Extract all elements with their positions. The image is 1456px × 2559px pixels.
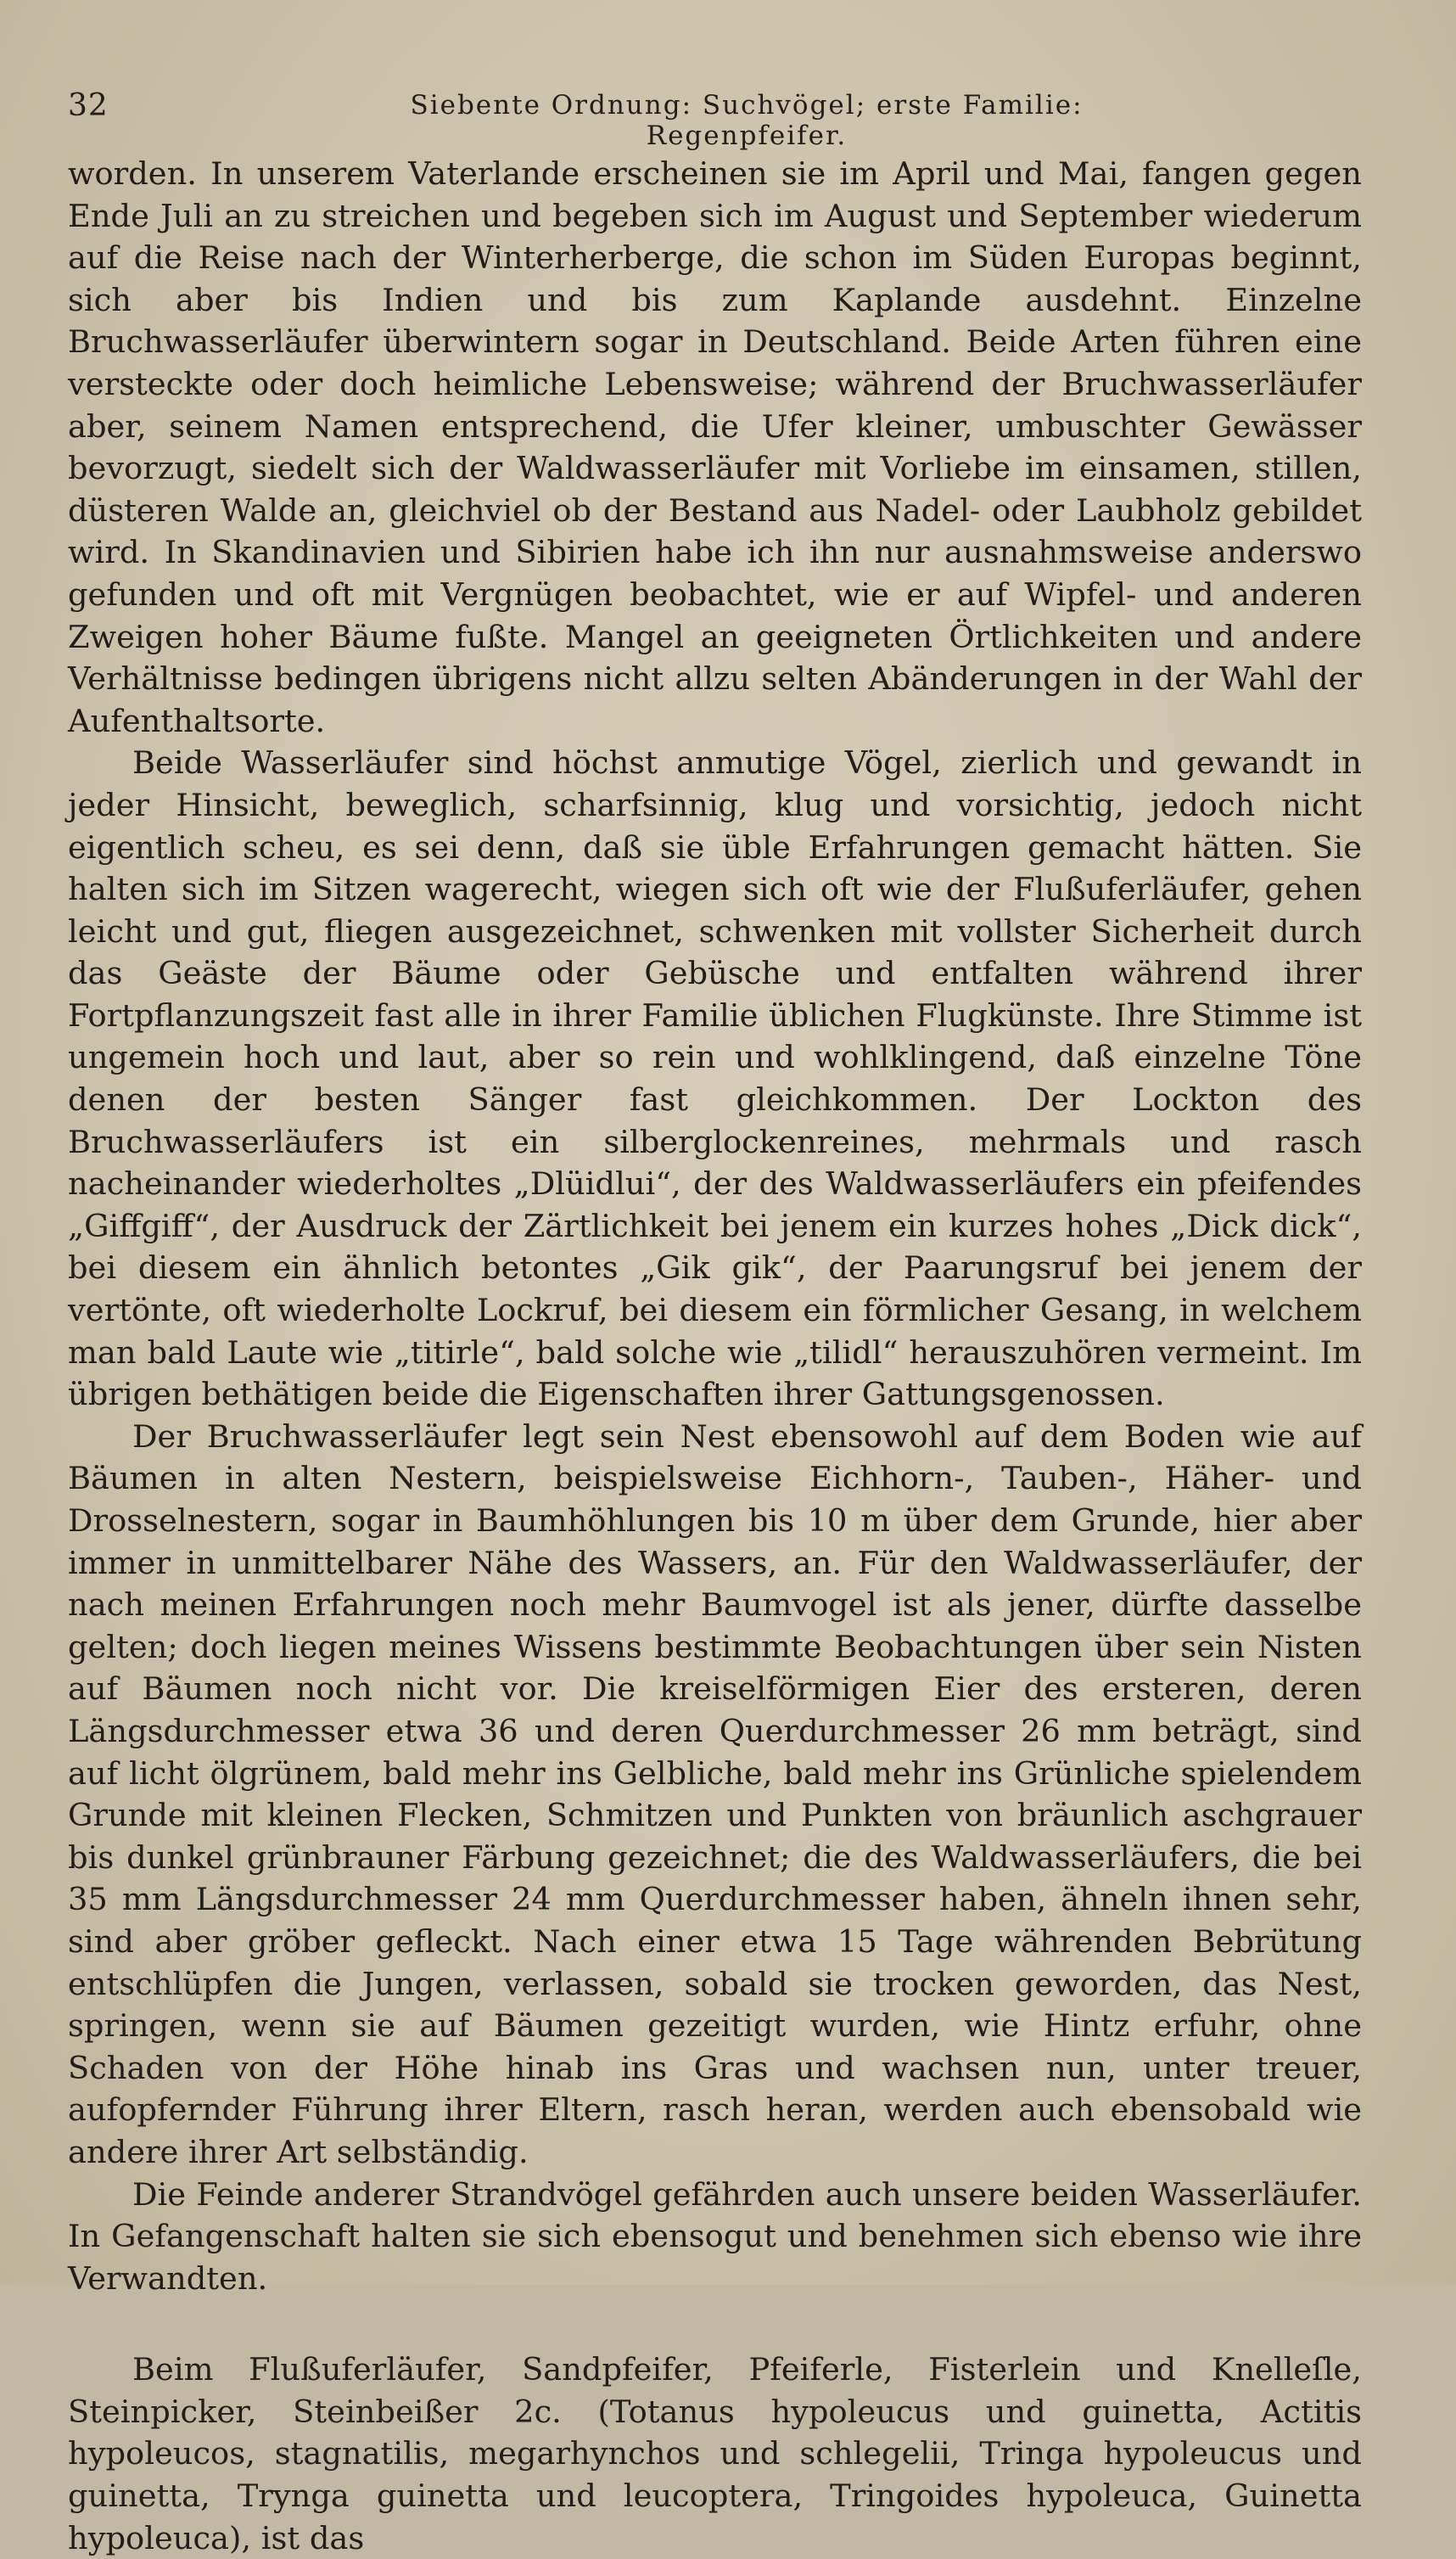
section-spacer (68, 2299, 1362, 2349)
page-number: 32 (68, 88, 109, 123)
running-head: Siebente Ordnung: Suchvögel; erste Familie: Regenpfeifer. (410, 90, 1084, 151)
paragraph-1: worden. In unserem Vaterlande erscheinen sie im April und Mai, fangen gegen Ende Juli an zu streichen und begeben sich im August und September wiederum auf die Reise nach der Winterherberge, die schon im Süden Europas beginnt, sich aber bis Indien und bis zum Kaplande ausdehnt. Einzelne Bruchwasserläufer überwintern sogar in Deutschland. Beide Arten führen eine versteckte oder doch heimliche Lebensweise; während der Bruchwasserläufer aber, seinem Namen entsprechend, die Ufer kleiner, umbuschter Gewässer bevorzugt, siedelt sich der Waldwasserläufer mit Vorliebe im einsamen, stillen, düsteren Walde an, gleichviel ob der Bestand aus Nadel- oder Laubholz gebildet wird. In Skandinavien und Sibirien habe ich ihn nur ausnahmsweise anderswo gefunden und oft mit Vergnügen beobachtet, wie er auf Wipfel- und anderen Zweigen hoher Bäume fußte. Mangel an geeigneten Örtlichkeiten und andere Verhältnisse bedingen übrigens nicht allzu selten Abänderungen in der Wahl der Aufenthaltsorte. (68, 155, 1362, 739)
paragraph-5: Beim Flußuferläufer, Sandpfeifer, Pfeiferle, Fisterlein und Knelleſle, Steinpicker, Steinbeißer 2c. (Totanus hypoleucus und guinetta, Actitis hypoleucos, stagnatilis, megarhynchos und schlegelii, Tringa hypoleucus und guinetta, Trynga guinetta und leucoptera, Tringoides hypoleuca, Guinetta hypoleuca), ist das (68, 2351, 1362, 2556)
paragraph-2: Beide Wasserläufer sind höchst anmutige Vögel, zierlich und gewandt in jeder Hinsicht, beweglich, scharfsinnig, klug und vorsichtig, jedoch nicht eigentlich scheu, es sei denn, daß sie üble Erfahrungen gemacht hätten. Sie halten sich im Sitzen wagerecht, wiegen sich oft wie der Flußuferläufer, gehen leicht und gut, fliegen ausgezeichnet, schwenken mit vollster Sicherheit durch das Geäste der Bäume oder Gebüsche und entfalten während ihrer Fortpflanzungszeit fast alle in ihrer Familie üblichen Flugkünste. Ihre Stimme ist ungemein hoch und laut, aber so rein und wohlklingend, daß einzelne Töne denen der besten Sänger fast gleichkommen. Der Lockton des Bruchwasserläufers ist ein silberglockenreines, mehrmals und rasch nacheinander wiederholtes „Dlüidlui“, der des Waldwasserläufers ein pfeifendes „Giffgiff“, der Ausdruck der Zärtlichkeit bei jenem ein kurzes hohes „Dick dick“, bei diesem ein ähnlich betontes „Gik gik“, der Paarungsruf bei jenem der vertönte, oft wiederholte Lockruf, bei diesem ein förmlicher Gesang, in welchem man bald Laute wie „titirle“, bald solche wie „tilidl“ herauszuhören vermeint. Im übrigen bethätigen beide die Eigenschaften ihrer Gattungsgenossen. (68, 744, 1362, 1413)
paragraph-3: Der Bruchwasserläufer legt sein Nest ebensowohl auf dem Boden wie auf Bäumen in alten Nestern, beispielsweise Eichhorn-, Tauben-, Häher- und Drosselnestern, sogar in Baumhöhlungen bis 10 m über dem Grunde, hier aber immer in unmittelbarer Nähe des Wassers, an. Für den Waldwasserläufer, der nach meinen Erfahrungen noch mehr Baumvogel ist als jener, dürfte dasselbe gelten; doch liegen meines Wissens bestimmte Beobachtungen über sein Nisten auf Bäumen noch nicht vor. Die kreiselförmigen Eier des ersteren, deren Längsdurchmesser etwa 36 und deren Querdurchmesser 26 mm beträgt, sind auf licht ölgrünem, bald mehr ins Gelbliche, bald mehr ins Grünliche spielendem Grunde mit kleinen Flecken, Schmitzen und Punkten von bräunlich aschgrauer bis dunkel grünbrauner Färbung gezeichnet; die des Waldwasserläufers, die bei 35 mm Längsdurchmesser 24 mm Querdurchmesser haben, ähneln ihnen sehr, sind aber gröber gefleckt. Nach einer etwa 15 Tage währenden Bebrütung entschlüpfen die Jungen, verlassen, sobald sie trocken geworden, das Nest, springen, wenn sie auf Bäumen gezeitigt wurden, wie Hintz erfuhr, ohne Schaden von der Höhe hinab ins Gras und wachsen nun, unter treuer, aufopfernder Führung ihrer Eltern, rasch heran, werden auch ebensobald wie andere ihrer Art selbständig. (68, 1417, 1362, 2170)
page-header (68, 83, 1358, 151)
paragraph-4: Die Feinde anderer Strandvögel gefährden auch unsere beiden Wasserläufer. In Gefangenschaft halten sie sich ebensogut und benehmen sich ebenso wie ihre Verwandten. (68, 2175, 1362, 2297)
body-text (68, 153, 1362, 2559)
